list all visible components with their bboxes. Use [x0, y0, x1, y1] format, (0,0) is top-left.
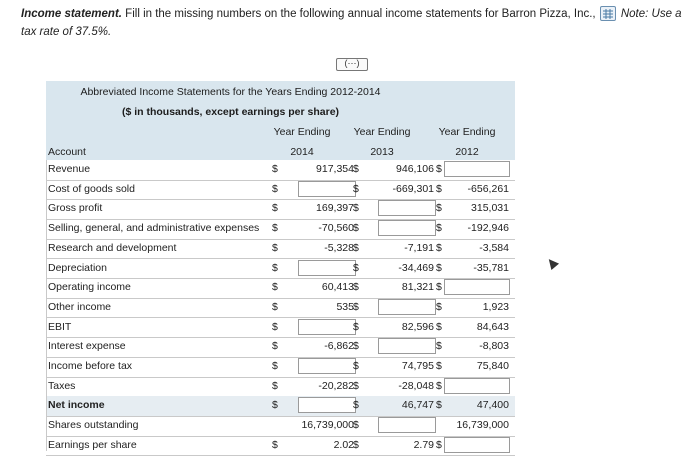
instruction-note: Note: Use a tax rate of 37.5%. [21, 8, 682, 38]
dollar-sign: $ [436, 340, 442, 353]
row-label: Interest expense [48, 340, 126, 353]
dollar-sign: $ [436, 241, 442, 254]
dollar-sign: $ [353, 222, 359, 235]
dollar-sign: $ [436, 379, 442, 392]
row-label: Research and development [48, 241, 177, 254]
dollar-sign: $ [436, 202, 442, 215]
cell-value: 60,413 [321, 281, 354, 294]
dollar-sign: $ [272, 241, 278, 254]
row-label: Depreciation [48, 261, 107, 274]
cell-value: 2.02 [333, 438, 354, 451]
col-header-2013-year: 2013 [370, 146, 394, 158]
answer-input[interactable] [378, 417, 436, 433]
answer-input[interactable] [298, 260, 356, 276]
row-label: Shares outstanding [48, 419, 139, 432]
cell-value: 84,643 [476, 320, 509, 333]
dollar-sign: $ [353, 202, 359, 215]
dollar-sign: $ [272, 360, 278, 372]
answer-input[interactable] [378, 338, 436, 354]
col-header-2014-top: Year Ending [273, 126, 331, 138]
table-row [46, 298, 515, 319]
answer-input[interactable] [444, 279, 510, 295]
table-row [46, 337, 515, 358]
dollar-sign: $ [436, 360, 442, 372]
row-label: Revenue [48, 163, 91, 175]
dollar-sign: $ [436, 320, 442, 333]
cell-value: -192,946 [467, 222, 509, 235]
row-label: Other income [48, 300, 112, 313]
col-header-2012-year: 2012 [455, 146, 479, 158]
cell-value: -35,781 [473, 261, 509, 274]
dollar-sign: $ [272, 281, 278, 294]
grid-icon[interactable] [600, 6, 616, 21]
cell-value: -5,328 [324, 241, 354, 254]
dollar-sign: $ [272, 438, 278, 451]
table-row [46, 377, 515, 398]
cell-value: 535 [336, 300, 354, 313]
dollar-sign: $ [272, 222, 278, 235]
dollar-sign: $ [436, 281, 442, 294]
table-row [46, 180, 515, 201]
dollar-sign: $ [353, 241, 359, 254]
answer-input[interactable] [378, 299, 436, 315]
cell-value: 47,400 [476, 399, 509, 412]
dollar-sign: $ [272, 202, 278, 215]
dollar-sign: $ [436, 182, 442, 195]
row-label: EBIT [48, 320, 72, 333]
dollar-sign: $ [353, 399, 359, 412]
row-label: Net income [48, 399, 105, 412]
col-header-2012-top: Year Ending [438, 126, 496, 138]
answer-input[interactable] [378, 200, 436, 216]
answer-input[interactable] [444, 437, 510, 453]
cell-value: -7,191 [404, 241, 434, 254]
dollar-sign: $ [272, 399, 278, 412]
dollar-sign: $ [353, 340, 359, 353]
table-row [46, 357, 515, 378]
dollar-sign: $ [353, 300, 359, 313]
cell-value: 1,923 [482, 300, 509, 313]
dollar-sign: $ [272, 379, 278, 392]
table-border-left [46, 160, 47, 451]
answer-input[interactable] [298, 358, 356, 374]
answer-input[interactable] [378, 220, 436, 236]
cell-value: 16,739,000 [456, 419, 509, 432]
dollar-sign: $ [272, 340, 278, 353]
row-label: Earnings per share [48, 438, 137, 451]
cell-value: -3,584 [479, 241, 509, 254]
answer-input[interactable] [298, 397, 356, 413]
dollar-sign: $ [436, 300, 442, 313]
table-row [46, 239, 515, 260]
dollar-sign: $ [436, 222, 442, 235]
instruction-text: Fill in the missing numbers on the following annual income statements for Barron Pizza, Inc., [121, 8, 596, 20]
answer-input[interactable] [298, 181, 356, 197]
dollar-sign: $ [436, 261, 442, 274]
dollar-sign: $ [272, 300, 278, 313]
cell-value: -6,862 [324, 340, 354, 353]
dollar-sign: $ [272, 182, 278, 195]
answer-input[interactable] [444, 378, 510, 394]
cell-value: -70,560 [318, 222, 354, 235]
row-label: Gross profit [48, 202, 103, 215]
answer-input[interactable] [444, 161, 510, 177]
table-row [46, 318, 515, 339]
table-title: Abbreviated Income Statements for the Years Ending 2012-2014 [80, 86, 381, 98]
table-row [46, 160, 515, 181]
answer-input[interactable] [298, 319, 356, 335]
cell-value: -20,282 [318, 379, 354, 392]
dollar-sign: $ [272, 320, 278, 333]
instructions [21, 5, 691, 41]
dollar-sign: $ [353, 281, 359, 294]
dollar-sign: $ [353, 419, 359, 432]
cell-value: 2.79 [413, 438, 434, 451]
cell-value: 74,795 [401, 360, 434, 372]
cell-value: 917,354 [316, 163, 354, 175]
table-row [46, 219, 515, 240]
table-subtitle: ($ in thousands, except earnings per share) [121, 106, 340, 118]
cell-value: 82,596 [401, 320, 434, 333]
instruction-lead: Income statement. [21, 8, 122, 20]
dollar-sign: $ [436, 399, 442, 412]
dollar-sign: $ [353, 438, 359, 451]
table-row [46, 199, 515, 220]
cell-value: 169,397 [316, 202, 354, 215]
cell-value: 16,739,000 [301, 419, 354, 432]
income-statement-table [46, 81, 515, 451]
cell-value: 46,747 [401, 399, 434, 412]
row-label: Selling, general, and administrative expenses [48, 222, 260, 235]
col-header-2014-year: 2014 [290, 146, 314, 158]
row-label: Income before tax [48, 360, 133, 372]
row-label: Taxes [48, 379, 76, 392]
col-header-2013-top: Year Ending [353, 126, 411, 138]
table-row [46, 396, 515, 417]
table-row [46, 259, 515, 280]
dollar-sign: $ [353, 182, 359, 195]
cell-value: 315,031 [471, 202, 509, 215]
dollar-sign: $ [353, 360, 359, 372]
cell-value: 75,840 [476, 360, 509, 372]
row-label: Cost of goods sold [48, 182, 135, 195]
dollar-sign: $ [272, 261, 278, 274]
dollar-sign: $ [353, 261, 359, 274]
dollar-sign: $ [353, 320, 359, 333]
cell-value: -669,301 [392, 182, 434, 195]
table-row [46, 436, 515, 457]
expand-dots-button[interactable]: (⋯) [336, 58, 368, 71]
cell-value: -28,048 [398, 379, 434, 392]
dollar-sign: $ [436, 438, 442, 451]
dollar-sign: $ [436, 163, 442, 175]
cell-value: -34,469 [398, 261, 434, 274]
cell-value: -8,803 [479, 340, 509, 353]
dollar-sign: $ [353, 379, 359, 392]
table-row [46, 278, 515, 299]
dollar-sign: $ [272, 163, 278, 175]
dollar-sign: $ [353, 163, 359, 175]
table-row [46, 416, 515, 437]
account-header: Account [48, 146, 86, 158]
row-label: Operating income [48, 281, 131, 294]
cell-value: -656,261 [467, 182, 509, 195]
cell-value: 946,106 [396, 163, 434, 175]
mouse-cursor-icon [545, 256, 559, 270]
cell-value: 81,321 [401, 281, 434, 294]
